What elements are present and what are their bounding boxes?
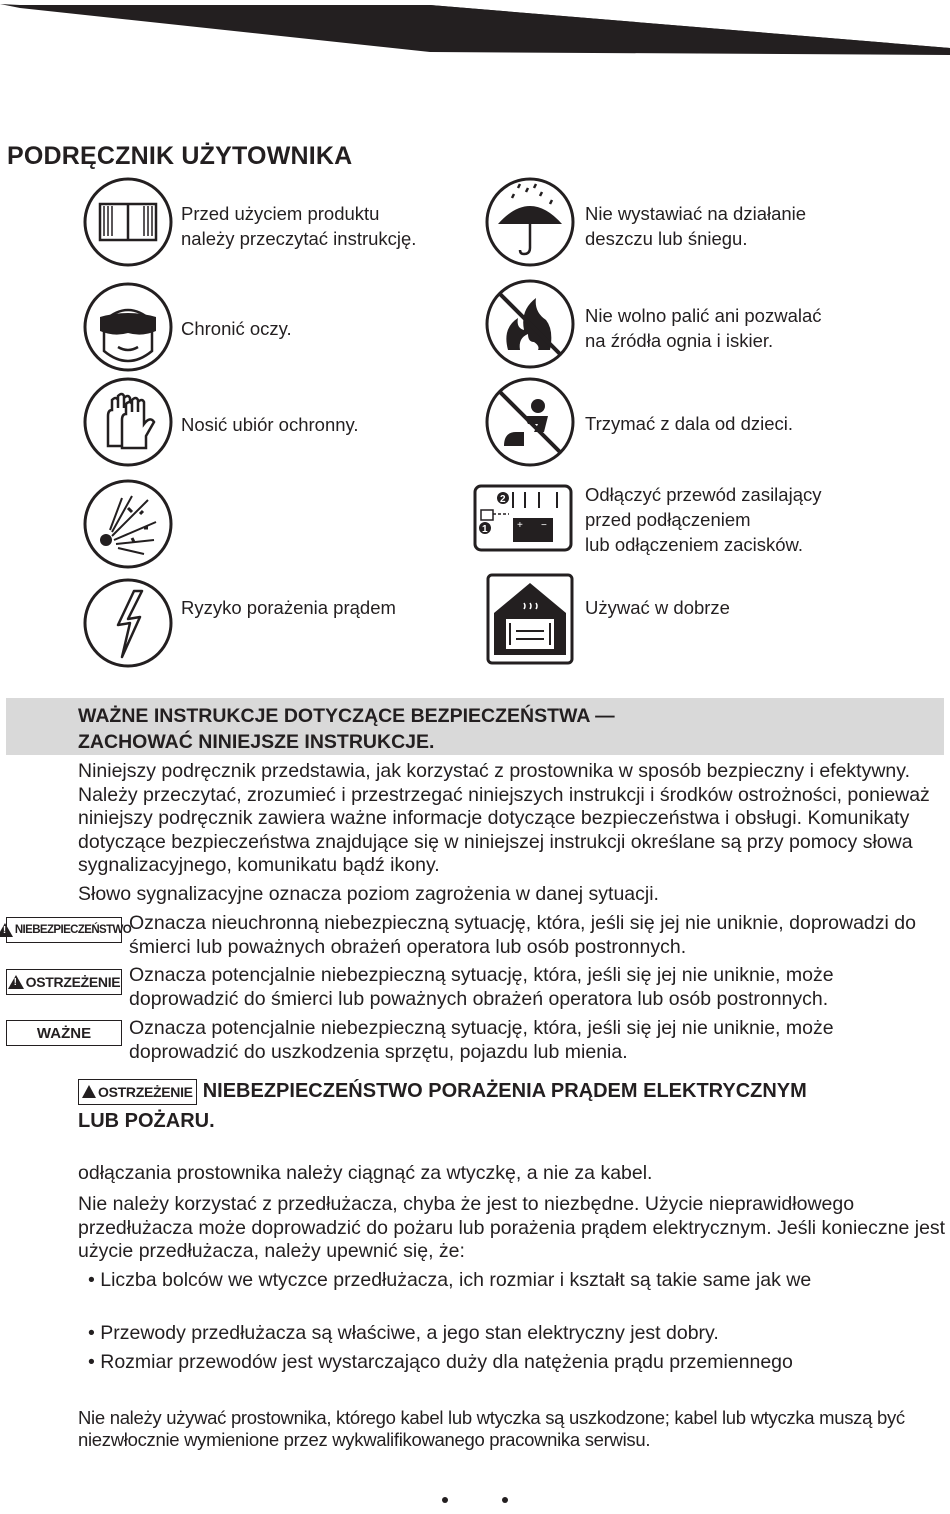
no-fire-icon	[484, 278, 576, 370]
no-rain-line2: deszczu lub śniegu.	[585, 228, 748, 249]
umbrella-rain-icon	[484, 176, 576, 268]
important-description: Oznacza potencjalnie niebezpieczną sytuację, która, jeśli się jej nie uniknie, może doprowadzić do uszkodzenia sprzętu, pojazdu lub mienia.	[129, 1017, 834, 1063]
intro-paragraph: Niniejszy podręcznik przedstawia, jak korzystać z prostownika w sposób bezpieczny i efektywny. Należy przeczytać, zrozumieć i przestrzegać niniejszych instrukcji i środków ostrożności, ponieważ niniejszy podręcznik zawiera ważne informacje dotyczące bezpieczeństwa i obsługi. Komunikaty dotyczące bezpieczeństwa znajdujące się w niniejszej instrukcji określane są przy pomocy słowa sygnalizacyjnego, komunikatu bądź ikony.	[78, 760, 930, 876]
svg-text:2: 2	[500, 494, 506, 505]
no-children-icon	[484, 376, 576, 468]
warning-heading-line2: LUB POŻARU.	[78, 1110, 215, 1132]
danger-signal-label: NIEBEZPIECZEŃSTWO	[14, 924, 132, 936]
warning-triangle-icon	[82, 1085, 96, 1098]
svg-text:1: 1	[482, 524, 488, 535]
bullet-text: Przewody przedłużacza są właściwe, a jego stan elektryczny jest dobry.	[100, 1322, 719, 1344]
important-signal-label: WAŻNE	[36, 1024, 92, 1042]
extension-cord-paragraph: Nie należy korzystać z przedłużacza, chyba że jest to niezbędne. Użycie nieprawidłowego przedłużacza może doprowadzić do pożaru lub porażenia prądem elektrycznym. Jeśli konieczne jest użycie przedłużacza, należy upewnić się, że:	[78, 1193, 946, 1262]
bullet-text: Liczba bolców we wtyczce przedłużacza, ich rozmiar i kształt są takie same jak we	[100, 1269, 812, 1291]
warning-signal-badge-inline	[78, 1079, 197, 1105]
gloves-icon	[82, 376, 174, 468]
important-signal-badge	[6, 1020, 122, 1046]
shock-label: Ryzyko porażenia prądem	[181, 597, 396, 618]
read-manual-line1: Przed użyciem produktu	[181, 203, 380, 224]
no-fire-label	[585, 303, 822, 353]
warning-triangle-icon: !	[8, 975, 24, 989]
list-item: • Liczba bolców we wtyczce przedłużacza, ich rozmiar i kształt są takie same jak we	[88, 1269, 812, 1291]
ventilated-house-icon	[486, 573, 574, 665]
no-rain-label	[585, 201, 806, 251]
warning-signal-label: OSTRZEŻENIE	[25, 974, 121, 990]
no-fire-line1: Nie wolno palić ani pozwalać	[585, 305, 822, 326]
warning-triangle-icon: !	[0, 923, 13, 937]
disconnect-line2: przed podłączeniem	[585, 509, 751, 530]
disconnect-clamps-icon	[473, 484, 573, 552]
no-children-label: Trzymać z dala od dzieci.	[585, 413, 794, 434]
goggles-icon	[82, 281, 174, 373]
no-rain-line1: Nie wystawiać na działanie	[585, 203, 807, 224]
warning-signal-badge	[6, 969, 122, 995]
read-manual-label	[181, 201, 416, 251]
explosion-icon	[82, 478, 174, 570]
footer-dot	[442, 1497, 448, 1503]
page-title: PODRĘCZNIK UŻYTOWNIKA	[7, 142, 353, 170]
footer-dot	[502, 1497, 508, 1503]
disconnect-line1: Odłączyć przewód zasilający	[585, 484, 822, 505]
eye-protect-label: Chronić oczy.	[181, 318, 292, 339]
warning-heading-line1: NIEBEZPIECZEŃSTWO PORAŻENIA PRĄDEM ELEKTRYCZNYM	[202, 1080, 807, 1102]
lightning-icon	[82, 577, 174, 669]
damaged-cord-paragraph: Nie należy używać prostownika, którego kabel lub wtyczka są uszkodzone; kabel lub wtyczka muszą być niezwłocznie wymienione przez wykwalifikowanego pracownika serwisu.	[78, 1407, 905, 1450]
bullet-text: Rozmiar przewodów jest wystarczająco duży dla natężenia prądu przemiennego	[100, 1351, 793, 1373]
svg-text:−: −	[541, 520, 547, 531]
header-band	[0, 0, 950, 55]
signal-intro: Słowo sygnalizacyjne oznacza poziom zagrożenia w danej sytuacji.	[78, 883, 659, 905]
warning-inline-label: OSTRZEŻENIE	[98, 1083, 193, 1100]
read-manual-line2: należy przeczytać instrukcję.	[181, 228, 417, 249]
svg-text:+: +	[517, 520, 523, 531]
disconnect-line3: lub odłączeniem zacisków.	[585, 534, 803, 555]
protective-clothing-label: Nosić ubiór ochronny.	[181, 414, 359, 435]
unplug-paragraph: odłączania prostownika należy ciągnąć za wtyczkę, a nie za kabel.	[78, 1162, 653, 1184]
danger-signal-badge	[2, 917, 132, 943]
ventilated-label: Używać w dobrze	[585, 597, 730, 618]
danger-description: Oznacza nieuchronną niebezpieczną sytuację, która, jeśli się jej nie uniknie, doprowadzi do śmierci lub poważnych obrażeń operatora lub osób postronnych.	[129, 912, 916, 958]
shock-fire-warning-heading	[78, 1076, 938, 1136]
no-fire-line2: na źródła ognia i iskier.	[585, 330, 774, 351]
safety-heading-line1: WAŻNE INSTRUKCJE DOTYCZĄCE BEZPIECZEŃSTWA —	[78, 705, 615, 727]
warning-description: Oznacza potencjalnie niebezpieczną sytuację, która, jeśli się jej nie uniknie, może doprowadzić do śmierci lub poważnych obrażeń operatora lub osób postronnych.	[129, 964, 834, 1010]
book-icon	[82, 176, 174, 268]
list-item: • Rozmiar przewodów jest wystarczająco duży dla natężenia prądu przemiennego	[88, 1351, 793, 1373]
safety-heading	[78, 703, 615, 755]
disconnect-label	[585, 482, 821, 557]
list-item: • Przewody przedłużacza są właściwe, a jego stan elektryczny jest dobry.	[88, 1322, 719, 1344]
safety-heading-line2: ZACHOWAĆ NINIEJSZE INSTRUKCJE.	[78, 731, 435, 753]
